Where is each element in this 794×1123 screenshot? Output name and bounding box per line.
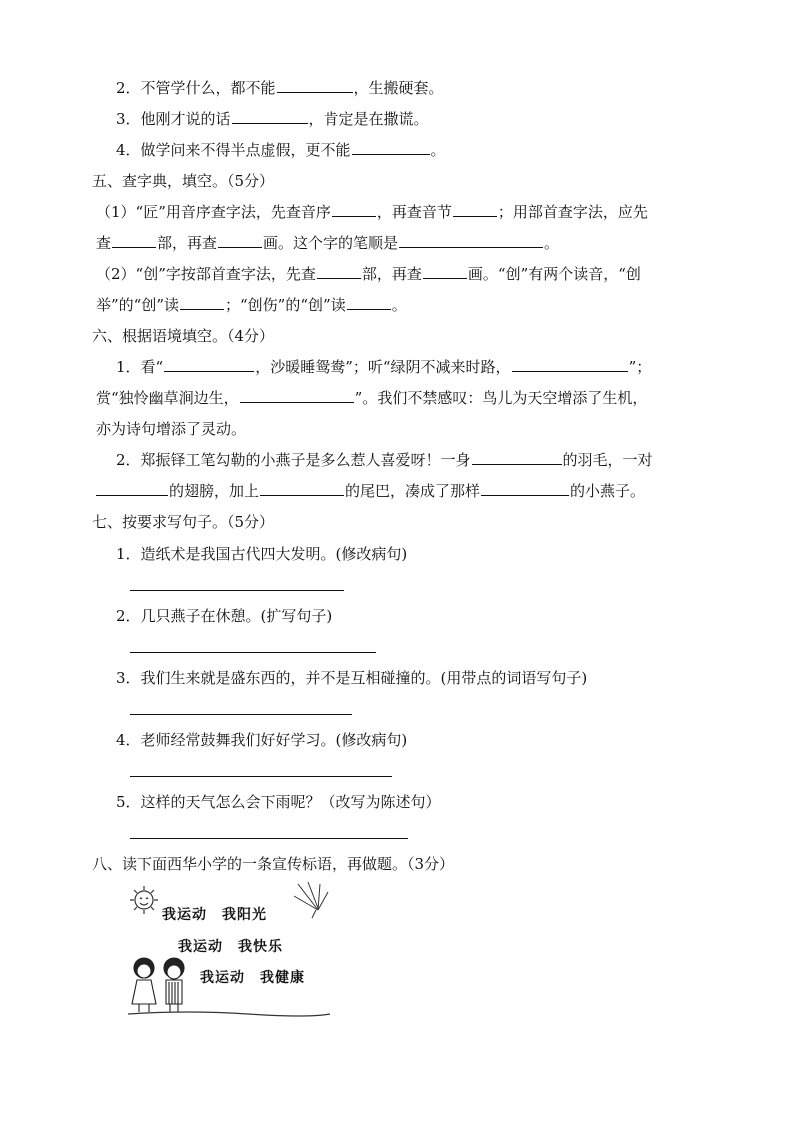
ground-line xyxy=(128,1012,330,1016)
answer-line[interactable] xyxy=(130,776,392,777)
question-text: 的羽毛，一对 xyxy=(562,451,653,469)
section-7-heading: 七、按要求写句子。（5分） xyxy=(92,513,275,531)
question-text: ”。我们不禁感叹：鸟儿为天空增添了生机， xyxy=(354,389,648,407)
question-text: 举”的“创”读 xyxy=(96,296,180,314)
answer-blank[interactable] xyxy=(232,109,308,124)
answer-blank[interactable] xyxy=(260,481,344,496)
question-5-1-line2 xyxy=(96,233,559,253)
children-icon xyxy=(132,958,184,1012)
slogan-line-1: 我运动 我阳光 xyxy=(162,907,267,923)
question-text: ，生搬硬套。 xyxy=(353,79,444,97)
section-8-heading: 八、读下面西华小学的一条宣传标语，再做题。（3分） xyxy=(92,855,455,873)
answer-blank[interactable] xyxy=(481,481,569,496)
question-text: ；“创伤”的“创”读 xyxy=(225,296,346,314)
question-text: 2．郑振铎工笔勾勒的小燕子是多么惹人喜爱呀！一身 xyxy=(116,451,471,469)
question-text: 的尾巴，凑成了那样 xyxy=(345,482,481,500)
answer-blank[interactable] xyxy=(317,264,361,279)
question-5-2-line2 xyxy=(96,295,407,315)
answer-blank[interactable] xyxy=(352,140,430,155)
sun-icon xyxy=(130,886,158,914)
question-text: 画。“创”有两个读音，“创 xyxy=(467,265,641,283)
question-text: 部，再查 xyxy=(157,234,218,252)
question-text: ，肯定是在撒谎。 xyxy=(308,110,429,128)
section-5-heading: 五、查字典，填空。（5分） xyxy=(92,172,275,190)
answer-blank[interactable] xyxy=(96,481,168,496)
question-text: 。 xyxy=(544,234,560,252)
slogan-line-3: 我运动 我健康 xyxy=(200,970,305,986)
question-7-5: 5．这样的天气怎么会下雨呢？（改写为陈述句） xyxy=(116,793,441,811)
answer-blank[interactable] xyxy=(332,202,376,217)
answer-line[interactable] xyxy=(130,714,352,715)
answer-blank[interactable] xyxy=(399,233,543,248)
question-text: 的小燕子。 xyxy=(570,482,646,500)
answer-blank[interactable] xyxy=(240,388,354,403)
question-6-1-line2 xyxy=(96,388,647,408)
answer-blank[interactable] xyxy=(277,78,353,93)
question-text: 的翅膀，加上 xyxy=(169,482,260,500)
question-6-2-line1 xyxy=(116,450,653,470)
answer-blank[interactable] xyxy=(512,357,628,372)
question-6-2-line2 xyxy=(96,481,645,501)
answer-blank[interactable] xyxy=(164,357,254,372)
question-text: 画。这个字的笔顺是 xyxy=(263,234,399,252)
answer-line[interactable] xyxy=(130,652,376,653)
question-text: ”； xyxy=(628,358,652,376)
question-text: 1．看“ xyxy=(116,358,164,376)
question-4-4 xyxy=(116,140,446,160)
slogan-line-2: 我运动 我快乐 xyxy=(178,939,283,955)
question-text: 3．他刚才说的话 xyxy=(116,110,231,128)
question-6-1-line3: 亦为诗句增添了灵动。 xyxy=(96,420,247,438)
question-text: ，沙暖睡鸳鸯”；听“绿阴不减来时路， xyxy=(255,358,511,376)
answer-blank[interactable] xyxy=(453,202,497,217)
answer-blank[interactable] xyxy=(423,264,467,279)
question-text: ；用部首查字法，应先 xyxy=(497,203,648,221)
question-6-1-line1 xyxy=(116,357,651,377)
question-7-3: 3．我们生来就是盛东西的，并不是互相碰撞的。(用带点的词语写句子) xyxy=(116,669,588,687)
question-7-4: 4．老师经常鼓舞我们好好学习。(修改病句) xyxy=(116,731,408,749)
question-text: 。 xyxy=(430,141,446,159)
question-7-2: 2．几只燕子在休憩。(扩写句子) xyxy=(116,607,333,625)
section-6-heading: 六、根据语境填空。（4分） xyxy=(92,327,275,345)
question-4-2 xyxy=(116,78,444,98)
question-text: 。 xyxy=(391,296,407,314)
question-5-2-line1 xyxy=(96,264,641,284)
answer-line[interactable] xyxy=(130,590,344,591)
question-text: 查 xyxy=(96,234,112,252)
answer-blank[interactable] xyxy=(218,233,262,248)
question-text: 部，再查 xyxy=(361,265,422,283)
question-text: 4．做学问来不得半点虚假，更不能 xyxy=(116,141,351,159)
answer-line[interactable] xyxy=(130,838,408,839)
answer-blank[interactable] xyxy=(180,295,224,310)
question-7-1: 1．造纸术是我国古代四大发明。(修改病句) xyxy=(116,545,408,563)
answer-blank[interactable] xyxy=(112,233,156,248)
question-text: （2）“创”字按部首查字法，先查 xyxy=(96,265,316,283)
question-4-3 xyxy=(116,109,429,129)
slogan-poster xyxy=(128,880,330,1020)
answer-blank[interactable] xyxy=(472,450,562,465)
leaves-icon xyxy=(294,882,328,918)
question-5-1-line1 xyxy=(96,202,648,222)
question-text: 2．不管学什么，都不能 xyxy=(116,79,276,97)
question-text: （1）“匠”用音序查字法，先查音序 xyxy=(96,203,331,221)
question-text: 赏“独怜幽草涧边生， xyxy=(96,389,239,407)
answer-blank[interactable] xyxy=(347,295,391,310)
question-text: ，再查音节 xyxy=(376,203,452,221)
